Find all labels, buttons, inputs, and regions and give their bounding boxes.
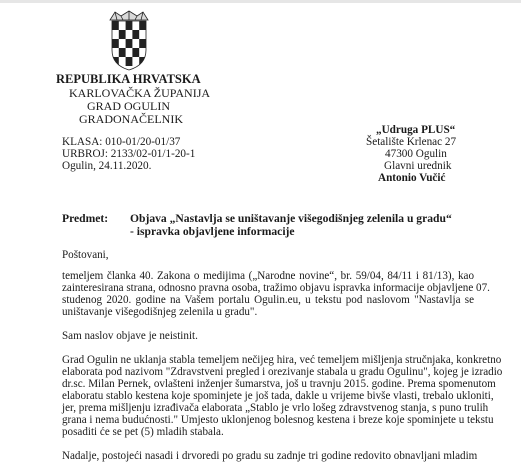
coat-of-arms-icon (107, 10, 151, 72)
paragraph-1-line: temeljem članka 40. Zakona o medijima („Narodne novine“, br. 59/04, 84/11 i 81/13), kao (62, 270, 474, 282)
checker-square (132, 48, 139, 57)
checker-square (139, 39, 146, 48)
header-city: GRAD OGULIN (87, 99, 170, 113)
paragraph-3-line: elaborata pod nazivom "Zdravstveni pregled i orezivanje stabala u gradu Ogulinu", kojeg je izradio (62, 366, 503, 378)
paragraph-3-line: grana i nema budućnosti." Umjesto uklonjenog bolesnog kestena i breze koje spominjete u tekstu (62, 414, 494, 426)
recipient-role: Glavni urednik (384, 160, 452, 172)
recipient-organization: „Udruga PLUS“ (376, 124, 456, 136)
paragraph-2: Sam naslov objave je neistinit. (62, 330, 198, 342)
header-mayor: GRADONAČELNIK (79, 112, 183, 126)
paragraph-3-line: posaditi će se pet (5) mladih stabala. (62, 426, 224, 438)
greeting: Poštovani, (62, 249, 109, 261)
header-county: KARLOVAČKA ŽUPANIJA (69, 86, 211, 100)
recipient-street: Šetalište Krlenac 27 (366, 136, 457, 148)
paragraph-3-line: elaboratu stablo kestena koje spominjete je još tada, dakle u vrijeme bivše vlasti, trebalo ukloniti, (62, 390, 494, 402)
urbroj-reference: URBROJ: 2133/02-01/1-20-1 (62, 148, 196, 160)
paragraph-1-line: uništavanje višegodišnjeg zelenila u gradu". (62, 306, 258, 318)
subject-label: Predmet: (62, 212, 109, 225)
checker-square (119, 30, 126, 39)
checker-square (112, 21, 119, 30)
checker-square (132, 30, 139, 39)
recipient-name: Antonio Vučić (378, 172, 446, 184)
checker-square (119, 48, 126, 57)
paragraph-1-line: zainteresirana strana, odnosno pravna osoba, tražimo objavu ispravka informacije objavljene 07. (62, 282, 490, 294)
header-republic: REPUBLIKA HRVATSKA (56, 72, 201, 86)
paragraph-3-line: dr.sc. Milan Pernek, ovlašteni inženjer šumarstva, još u travnju 2015. godine. Prema spomenutom (62, 378, 496, 390)
place-and-date: Ogulin, 24.11.2020. (62, 160, 152, 172)
recipient-city: 47300 Ogulin (385, 148, 447, 160)
checker-square (126, 57, 133, 66)
checker-square (112, 39, 119, 48)
paragraph-3-line: Grad Ogulin ne uklanja stabla temeljem nečijeg hira, već temeljem mišljenja stručnjaka, konkretno (62, 354, 502, 366)
paragraph-1-line: studenog 2020. godine na Vašem portalu Ogulin.eu, u tekstu pod naslovom "Nastavlja se (62, 294, 474, 306)
subject-title: Objava „Nastavlja se uništavanje višegodišnjeg zelenila u gradu“ (130, 212, 452, 225)
checker-square (126, 21, 133, 30)
subject-subtitle: - ispravka objavljene informacije (130, 225, 295, 238)
checker-square (126, 39, 133, 48)
checker-square (139, 21, 146, 30)
paragraph-4-line: Nadalje, postojeći nasadi i drvoredi po gradu su zadnje tri godine redovito obnavljani mladim (62, 450, 478, 462)
paragraph-3-line: jer, prema mišljenju izrađivača elaborata „Stablo je vrlo lošeg zdravstvenog stanja, s puno trulih (62, 402, 489, 414)
klasa-reference: KLASA: 010-01/20-01/37 (62, 136, 181, 148)
top-border (0, 0, 521, 3)
